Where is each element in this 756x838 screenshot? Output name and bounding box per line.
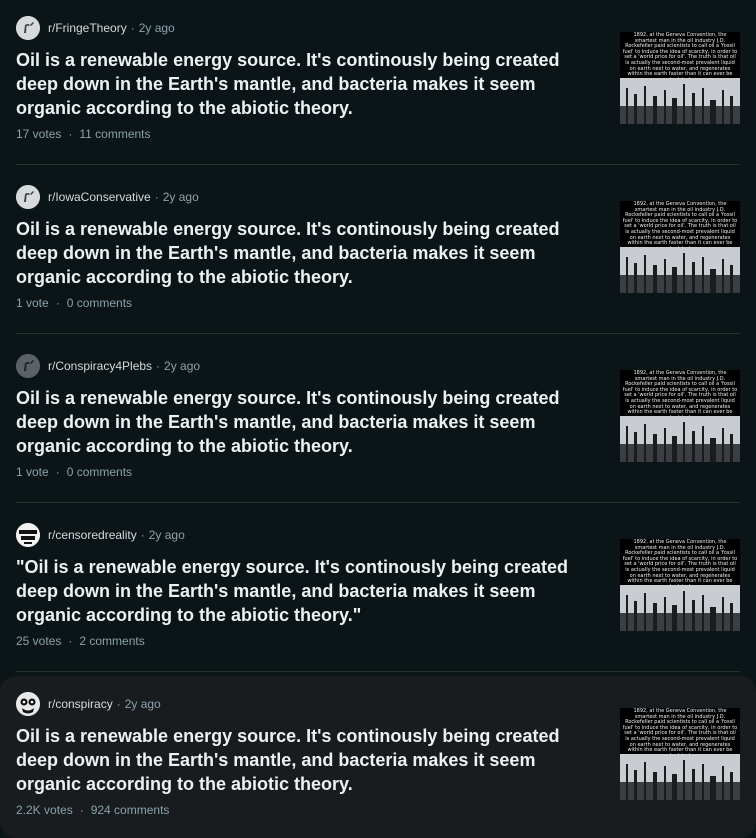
post-age: 2y ago [164,359,201,373]
meta-separator: · [140,528,145,542]
post-stats [16,296,132,310]
stats-separator: · [68,127,73,141]
comment-count[interactable]: 2 comments [79,634,145,648]
conspiracy-logo-icon[interactable] [16,692,40,716]
subreddit-link[interactable]: r/IowaConservative [48,190,151,204]
vote-count: 2.2K votes [16,803,73,817]
thumbnail-caption: 1892, at the Geneva Convention, the smartest man in the oil industry J.D. Rockefeller paid scientists to call oil a 'fossil fuel' to induce the idea of scarcity, in order to set a 'world price for oil'. The truth is that oil is actually the second-most prevalent liquid on earth next to water, and regenerates within the earth faster than it can ever be [622,370,738,416]
vote-count: 25 votes [16,634,62,648]
post-stats [16,634,145,648]
reddit-default-icon[interactable] [16,16,40,40]
meta-separator: · [130,21,135,35]
vote-count: 17 votes [16,127,62,141]
subreddit-link[interactable]: r/conspiracy [48,697,113,711]
post-thumbnail[interactable] [620,201,740,293]
post-thumbnail[interactable] [620,32,740,124]
comment-count[interactable]: 11 comments [79,127,151,141]
post-age: 2y ago [138,21,175,35]
stats-separator: · [79,803,84,817]
thumbnail-caption: 1892, at the Geneva Convention, the smartest man in the oil industry J.D. Rockefeller paid scientists to call oil a 'fossil fuel' to induce the idea of scarcity, in order to set a 'world price for oil'. The truth is that oil is actually the second-most prevalent liquid on earth next to water, and regenerates within the earth faster than it can ever be [622,708,738,754]
post-card[interactable] [0,507,756,676]
comment-count[interactable]: 0 comments [66,465,133,479]
reddit-default-icon[interactable] [16,354,40,378]
comment-count[interactable]: 0 comments [66,296,133,310]
thumbnail-caption: 1892, at the Geneva Convention, the smartest man in the oil industry J.D. Rockefeller paid scientists to call oil a 'fossil fuel' to induce the idea of scarcity, in order to set a 'world price for oil'. The truth is that oil is actually the second-most prevalent liquid on earth next to water, and regenerates within the earth faster than it can ever be [622,32,738,78]
oil-refinery-image [620,754,740,800]
subreddit-link[interactable]: r/censoredreality [48,528,137,542]
post-age: 2y ago [124,697,161,711]
post-card[interactable] [0,338,756,507]
post-title[interactable]: Oil is a renewable energy source. It's continously being created deep down in the Earth's mantle, and bacteria makes it seem organic according to the abiotic theory. [16,219,560,287]
post-title[interactable]: Oil is a renewable energy source. It's continously being created deep down in the Earth's mantle, and bacteria makes it seem organic according to the abiotic theory. [16,726,560,794]
post-title[interactable]: "Oil is a renewable energy source. It's continously being created deep down in the Earth's mantle, and bacteria makes it seem organic according to the abiotic theory." [16,557,568,625]
stats-separator: · [55,296,60,310]
censoredreality-logo-icon[interactable] [16,523,40,547]
post-title[interactable]: Oil is a renewable energy source. It's continously being created deep down in the Earth's mantle, and bacteria makes it seem organic according to the abiotic theory. [16,388,560,456]
post-card[interactable] [0,169,756,338]
post-age: 2y ago [148,528,185,542]
subreddit-link[interactable]: r/FringeTheory [48,21,127,35]
oil-refinery-image [620,416,740,462]
post-title[interactable]: Oil is a renewable energy source. It's continously being created deep down in the Earth's mantle, and bacteria makes it seem organic according to the abiotic theory. [16,50,560,118]
post-thumbnail[interactable] [620,708,740,800]
post-divider [16,164,740,165]
oil-refinery-image [620,247,740,293]
vote-count: 1 vote [16,465,49,479]
comment-count[interactable]: 924 comments [90,803,170,817]
oil-refinery-image [620,585,740,631]
stats-separator: · [68,634,73,648]
meta-separator: · [156,359,161,373]
thumbnail-caption: 1892, at the Geneva Convention, the smartest man in the oil industry J.D. Rockefeller paid scientists to call oil a 'fossil fuel' to induce the idea of scarcity, in order to set a 'world price for oil'. The truth is that oil is actually the second-most prevalent liquid on earth next to water, and regenerates within the earth faster than it can ever be [622,539,738,585]
meta-separator: · [116,697,121,711]
post-card[interactable] [0,0,756,169]
post-divider [16,502,740,503]
subreddit-link[interactable]: r/Conspiracy4Plebs [48,359,153,373]
post-divider [16,333,740,334]
stats-separator: · [55,465,60,479]
post-stats [16,803,169,817]
thumbnail-caption: 1892, at the Geneva Convention, the smartest man in the oil industry J.D. Rockefeller paid scientists to call oil a 'fossil fuel' to induce the idea of scarcity, in order to set a 'world price for oil'. The truth is that oil is actually the second-most prevalent liquid on earth next to water, and regenerates within the earth faster than it can ever be [622,201,738,247]
vote-count: 1 vote [16,296,49,310]
post-divider [16,671,740,672]
post-meta [16,185,199,209]
post-stats [16,465,132,479]
oil-refinery-image [620,78,740,124]
post-meta [16,354,200,378]
reddit-default-icon[interactable] [16,185,40,209]
post-card[interactable] [0,676,756,838]
post-stats [16,127,151,141]
post-meta [16,692,161,716]
post-thumbnail[interactable] [620,539,740,631]
post-meta [16,16,175,40]
post-age: 2y ago [162,190,199,204]
post-meta [16,523,185,547]
post-thumbnail[interactable] [620,370,740,462]
meta-separator: · [154,190,159,204]
